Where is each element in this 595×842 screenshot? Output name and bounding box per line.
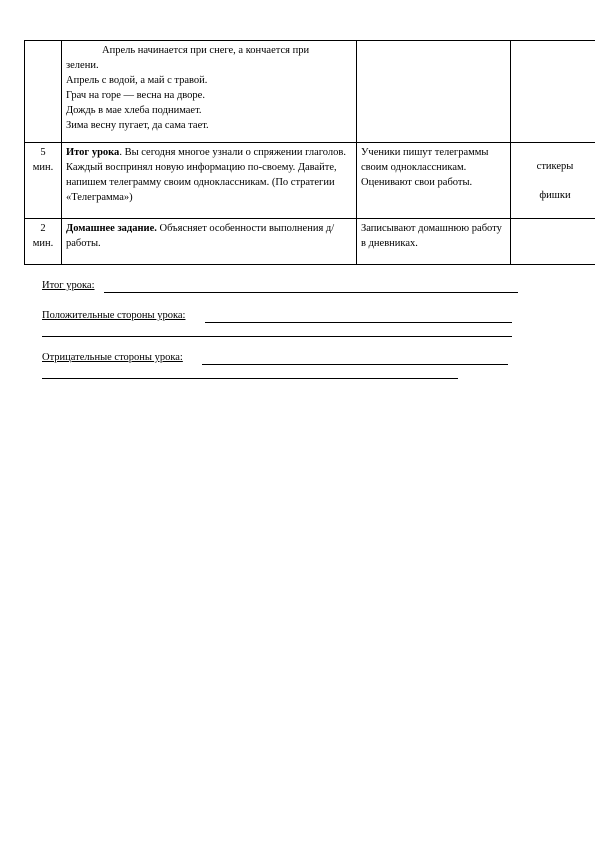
proverb-line: Апрель начинается при снеге, а кончается при: [102, 45, 310, 56]
time-cell: [25, 41, 62, 143]
lesson-summary-label: Итог урока:: [42, 280, 95, 291]
resource-item: фишки: [539, 190, 571, 201]
proverb-line: Зима весну пугает, да сама тает.: [66, 120, 209, 131]
activity-text: . Вы сегодня многое узнали о спряжении глаголов. Каждый воспринял новую информацию по-своему. Давайте, напишем телеграмму своим одноклассникам. (По стратегии «Телеграмма»): [66, 147, 346, 203]
resource-item: стикеры: [536, 161, 574, 172]
negative-fill-line-2: [42, 378, 458, 379]
time-cell: [25, 219, 62, 265]
activity-heading: Итог урока: [66, 147, 120, 158]
summary-fill-line: [104, 292, 518, 293]
time-cell: [25, 143, 62, 219]
activity-heading: Домашнее задание.: [66, 223, 157, 234]
negative-fill-line: [202, 364, 508, 365]
time-unit: мин.: [32, 162, 54, 173]
time-value: 5: [40, 147, 46, 158]
positive-aspects-label: Положительные стороны урока:: [42, 310, 186, 321]
activity-cell: [62, 41, 357, 143]
proverb-line: зелени.: [66, 60, 99, 71]
proverb-line: Грач на горе — весна на дворе.: [66, 90, 205, 101]
resources-cell: [511, 219, 595, 265]
table-row: [25, 143, 595, 219]
positive-fill-line-2: [42, 336, 512, 337]
resources-cell: [511, 143, 595, 219]
activity-cell: [62, 219, 357, 265]
activity-cell: [62, 143, 357, 219]
proverb-line: Апрель с водой, а май с травой.: [66, 75, 208, 86]
time-unit: мин.: [32, 238, 54, 249]
time-value: 2: [40, 223, 46, 234]
table-row: [25, 41, 595, 143]
proverb-line: Дождь в мае хлеба поднимает.: [66, 105, 202, 116]
activity-text: Объясняет особенности выполнения д/работы.: [66, 223, 335, 249]
table-row: [25, 219, 595, 265]
students-cell: Записывают домашнюю работу в дневниках.: [357, 219, 511, 265]
positive-fill-line: [205, 322, 512, 323]
lesson-plan-table: [24, 40, 595, 265]
negative-aspects-label: Отрицательные стороны урока:: [42, 352, 183, 363]
students-cell: Ученики пишут телеграммы своим одноклассникам. Оценивают свои работы.: [357, 143, 511, 219]
students-cell: [357, 41, 511, 143]
resources-cell: [511, 41, 595, 143]
